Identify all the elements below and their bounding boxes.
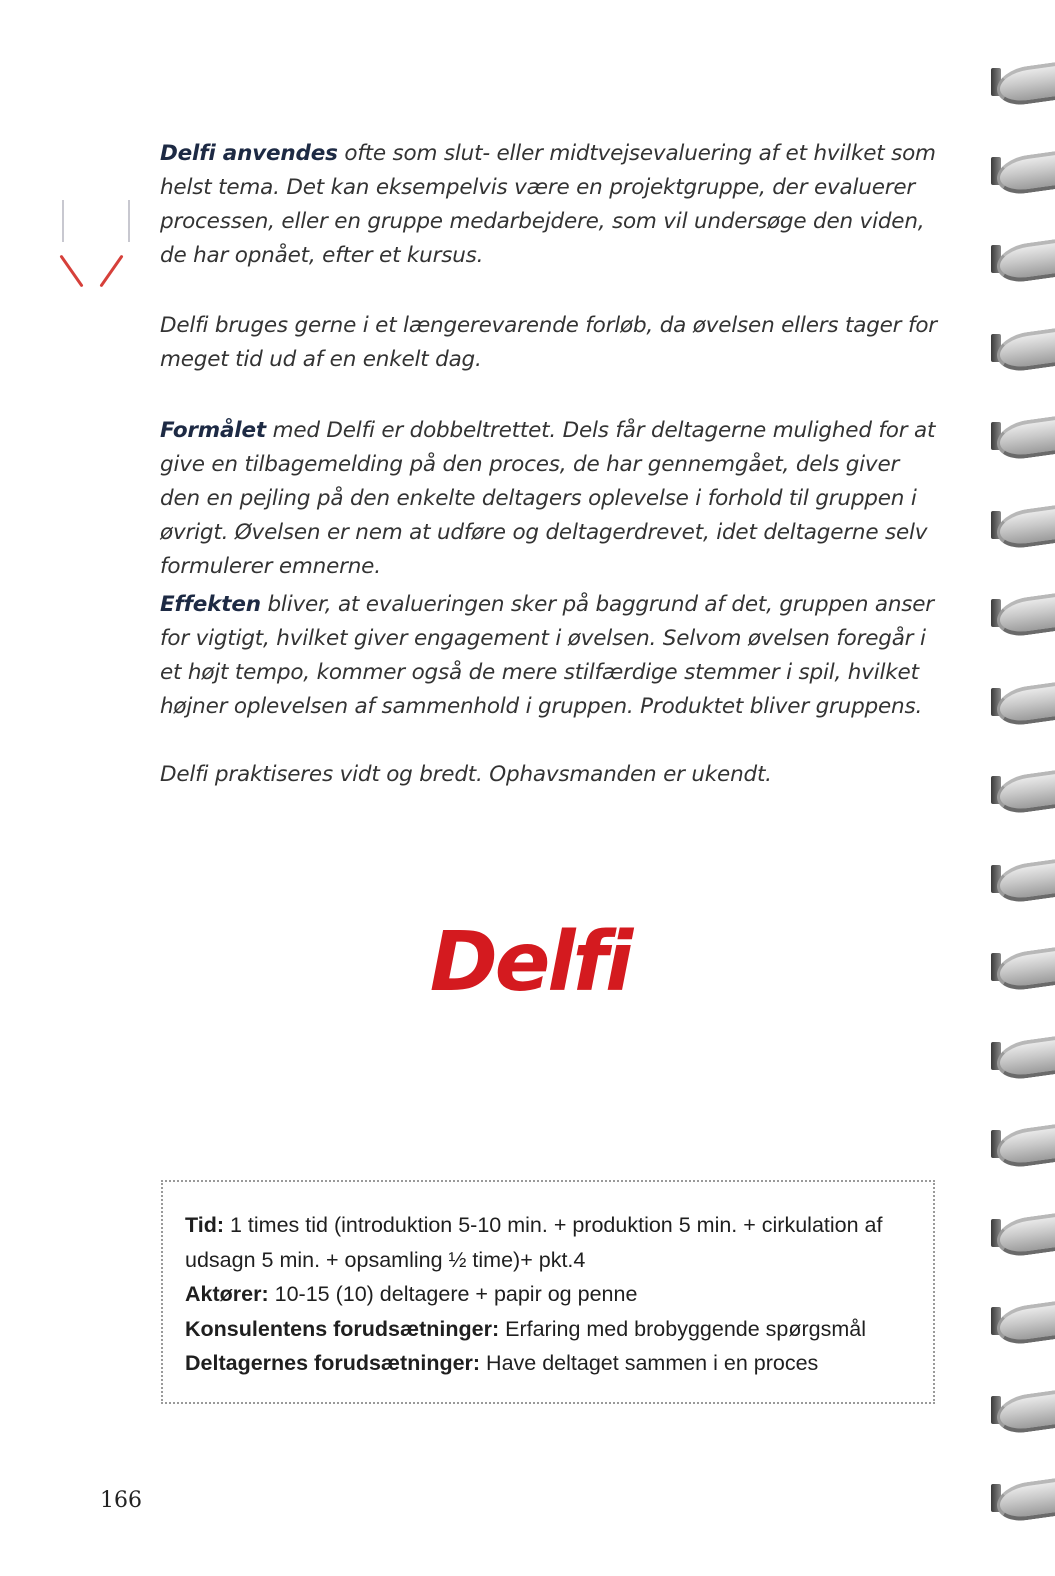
spiral-wire <box>997 1301 1055 1348</box>
spiral-wire <box>997 770 1055 817</box>
info-row-tid-cont <box>185 1243 915 1278</box>
spiral-ring <box>991 857 1055 901</box>
info-value-aktorer: 10-15 (10) deltagere + papir og penne <box>268 1282 638 1306</box>
spiral-ring <box>991 149 1055 193</box>
spiral-ring <box>991 1388 1055 1432</box>
margin-tick-left <box>59 255 83 288</box>
paragraph-effect-lead: Effekten <box>160 592 261 617</box>
paragraph-purpose <box>160 414 940 584</box>
paragraph-duration-body: Delfi bruges gerne i et længerevarende forløb, da øvelsen ellers tager for meget tid ud af en enkelt dag. <box>160 313 937 372</box>
info-row-tid <box>185 1208 915 1243</box>
spiral-ring <box>991 414 1055 458</box>
spiral-wire <box>997 1212 1055 1259</box>
info-row-aktorer <box>185 1277 915 1312</box>
spiral-wire <box>997 593 1055 640</box>
spiral-ring <box>991 1211 1055 1255</box>
paragraph-effect <box>160 588 940 724</box>
spiral-wire <box>997 1389 1055 1436</box>
info-label-konsulent: Konsulentens forudsætninger: <box>185 1316 500 1341</box>
info-box <box>161 1180 935 1404</box>
spiral-ring <box>991 945 1055 989</box>
info-value-tid-cont: udsagn 5 min. + opsamling ½ time)+ pkt.4 <box>185 1247 586 1272</box>
info-list <box>185 1208 915 1381</box>
paragraph-effect-body: bliver, at evalueringen sker på baggrund af det, gruppen anser for vigtigt, hvilket giver engagement i øvelsen. Selvom øvelsen foregår i et højt tempo, kommer også de mere stilfærdige stemmer i spil, hvilket højner oplevelsen af sammenhold i gruppen. Produktet bliver gruppens. <box>160 592 934 719</box>
spiral-ring <box>991 768 1055 812</box>
paragraph-usage-body: ofte som slut- eller midtvejsevaluering af et hvilket som helst tema. Det kan eksempelvis være en projektgruppe, der evaluerer processen, eller en gruppe medarbejdere, som vil undersøge den viden, de har opnået, efter et kursus. <box>160 141 936 268</box>
paragraph-duration <box>160 309 940 377</box>
page-number: 166 <box>100 1488 142 1513</box>
spiral-wire <box>997 1035 1055 1082</box>
delfi-logo: Delfi <box>429 915 631 1010</box>
spiral-ring <box>991 60 1055 104</box>
margin-marks <box>58 200 138 300</box>
info-label-aktorer: Aktører: <box>185 1282 269 1306</box>
spiral-ring <box>991 1122 1055 1166</box>
paragraph-origin <box>160 758 940 792</box>
spiral-binding <box>985 60 1055 1570</box>
info-label-deltager: Deltagernes forudsætninger: <box>185 1351 481 1375</box>
spiral-ring <box>991 680 1055 724</box>
info-row-deltager <box>185 1346 915 1381</box>
paragraph-usage <box>160 137 940 273</box>
info-value-deltager: Have deltaget sammen i en proces <box>480 1351 819 1375</box>
info-row-konsulent <box>185 1312 915 1347</box>
spiral-wire <box>997 239 1055 286</box>
spiral-ring <box>991 1034 1055 1078</box>
spiral-wire <box>997 681 1055 728</box>
spiral-ring <box>991 1476 1055 1520</box>
spiral-wire <box>997 150 1055 197</box>
paragraph-purpose-body: med Delfi er dobbeltrettet. Dels får deltagerne mulighed for at give en tilbagemelding på den proces, de har gennemgået, dels giver den en pejling på den enkelte deltagers oplevelse i forhold til gruppen i øvrigt. Øvelsen er nem at udføre og deltagerdrevet, idet deltagerne selv formulerer emnerne. <box>160 418 936 579</box>
info-label-tid: Tid: <box>185 1213 225 1237</box>
info-value-tid: 1 times tid (introduktion 5-10 min. + produktion 5 min. + cirkulation af <box>224 1213 883 1237</box>
spiral-ring <box>991 591 1055 635</box>
spiral-wire <box>997 504 1055 551</box>
spiral-wire <box>997 858 1055 905</box>
paragraph-purpose-lead: Formålet <box>160 418 266 443</box>
spiral-ring <box>991 326 1055 370</box>
spiral-wire <box>997 1478 1055 1525</box>
margin-tick-right <box>99 255 123 288</box>
info-value-konsulent: Erfaring med brobyggende spørgsmål <box>499 1316 867 1341</box>
spiral-ring <box>991 237 1055 281</box>
spiral-ring <box>991 1299 1055 1343</box>
paragraph-usage-lead: Delfi anvendes <box>160 141 338 166</box>
paragraph-origin-body: Delfi praktiseres vidt og bredt. Ophavsmanden er ukendt. <box>160 762 772 787</box>
spiral-wire <box>997 1124 1055 1171</box>
margin-line-right <box>128 200 130 242</box>
spiral-wire <box>997 327 1055 374</box>
spiral-wire <box>997 947 1055 994</box>
spiral-wire <box>997 62 1055 109</box>
spiral-ring <box>991 503 1055 547</box>
spiral-wire <box>997 416 1055 463</box>
margin-line-left <box>62 200 64 242</box>
